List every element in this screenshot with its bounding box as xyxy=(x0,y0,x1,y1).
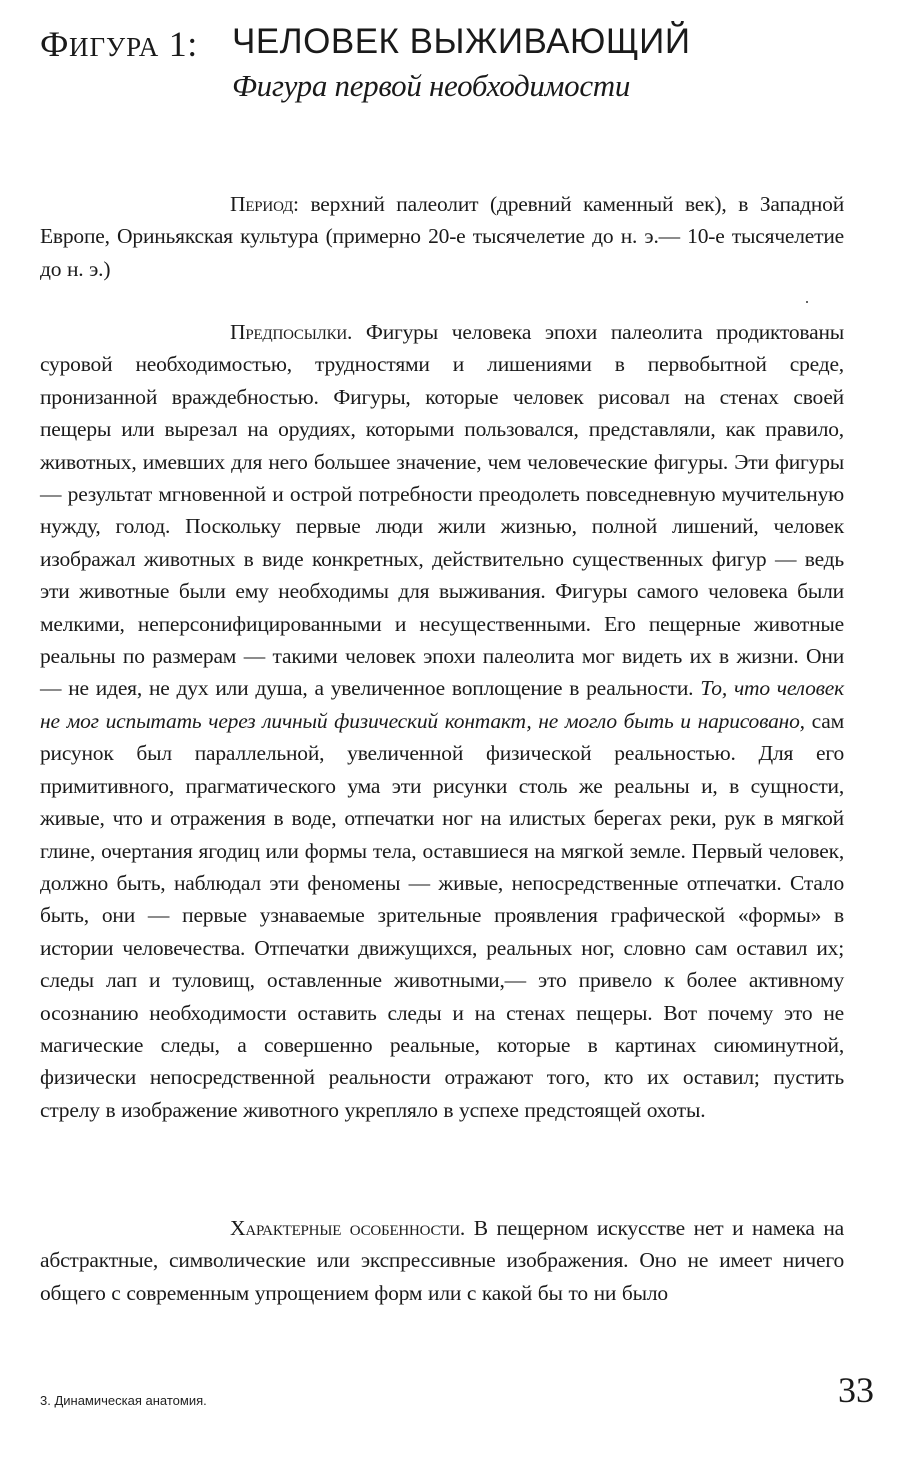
features-text: В пещерном искусстве нет и намека на абстрактные, символические или экспрессивные изображения. Оно не имеет ничего общего с современным упрощением форм или с какой бы то ни было xyxy=(40,1216,844,1305)
chapter-subtitle: Фигура первой необходимости xyxy=(232,68,631,103)
footer-source: 3. Динамическая анатомия. xyxy=(40,1393,207,1408)
figure-label-initial: Ф xyxy=(40,24,69,64)
print-speck xyxy=(806,301,808,303)
prerequisites-italic: То, что человек не мог испытать через личный физический контакт, не могло быть и нарисовано, xyxy=(40,676,844,733)
chapter-title: ЧЕЛОВЕК ВЫЖИВАЮЩИЙ xyxy=(232,22,691,61)
period-label: Период: xyxy=(230,192,299,216)
prerequisites-paragraph xyxy=(40,316,844,1126)
period-text: верхний палеолит (древний каменный век), в Западной Европе, Ориньякская культура (примерно 20-е тысячелетие до н. э.— 10-е тысячелетие до н. э.) xyxy=(40,192,844,281)
figure-label xyxy=(40,22,198,69)
prerequisites-text-1: Фигуры человека эпохи палеолита продиктованы суровой необходимостью, трудностями и лишениями в первобытной среде, пронизанной враждебностью. Фигуры, которые человек рисовал на стенах своей пещеры или вырезал на орудиях, которыми пользовался, представляли, как правило, животных, имевших для него большее значение, чем человеческие фигуры. Эти фигуры — результат мгновенной и острой потребности преодолеть повседневную мучительную нужду, голод. Поскольку первые люди жили жизнью, полной лишений, человек изображал животных в виде конкретных, действительно существенных фигур — ведь эти животные были ему необходимы для выживания. Фигуры самого человека были мелкими, неперсонифицированными и несущественными. Его пещерные животные реальны по размерам — такими человек эпохи палеолита мог видеть их в жизни. Они — не идея, не дух или душа, а увеличенное воплощение в реальности. xyxy=(40,320,844,701)
page-number: 33 xyxy=(838,1370,874,1410)
features-label: Характерные особенности. xyxy=(230,1216,466,1240)
period-paragraph xyxy=(40,188,844,285)
prerequisites-text-2: сам рисунок был параллельной, увеличенной физической реальностью. Для его примитивного, прагматического ума эти рисунки столь же реальны и, в сущности, живые, что и отражения в воде, отпечатки ног на илистых берегах реки, рук в мягкой глине, очертания ягодиц или формы тела, оставшиеся на мягкой земле. Первый человек, должно быть, наблюдал эти феномены — живые, непосредственные отпечатки. Стало быть, они — первые узнаваемые зрительные проявления графической «формы» в истории человечества. Отпечатки движущихся, реальных ног, словно сам оставил их; следы лап и туловищ, оставленные животными,— это привело к более активному осознанию необходимости оставить следы и на стенах пещеры. Вот почему это не магические следы, а совершенно реальные, которые в картинах сиюминутной, физически непосредственной реальности отражают того, кто их оставил; пустить стрелу в изображение животного укрепляло в успехе предстоящей охоты. xyxy=(40,708,844,1122)
prerequisites-label: Предпосылки. xyxy=(230,320,353,344)
figure-label-smallcaps: ИГУРА xyxy=(68,32,160,62)
features-paragraph xyxy=(40,1212,844,1309)
figure-number: 1: xyxy=(168,24,198,64)
